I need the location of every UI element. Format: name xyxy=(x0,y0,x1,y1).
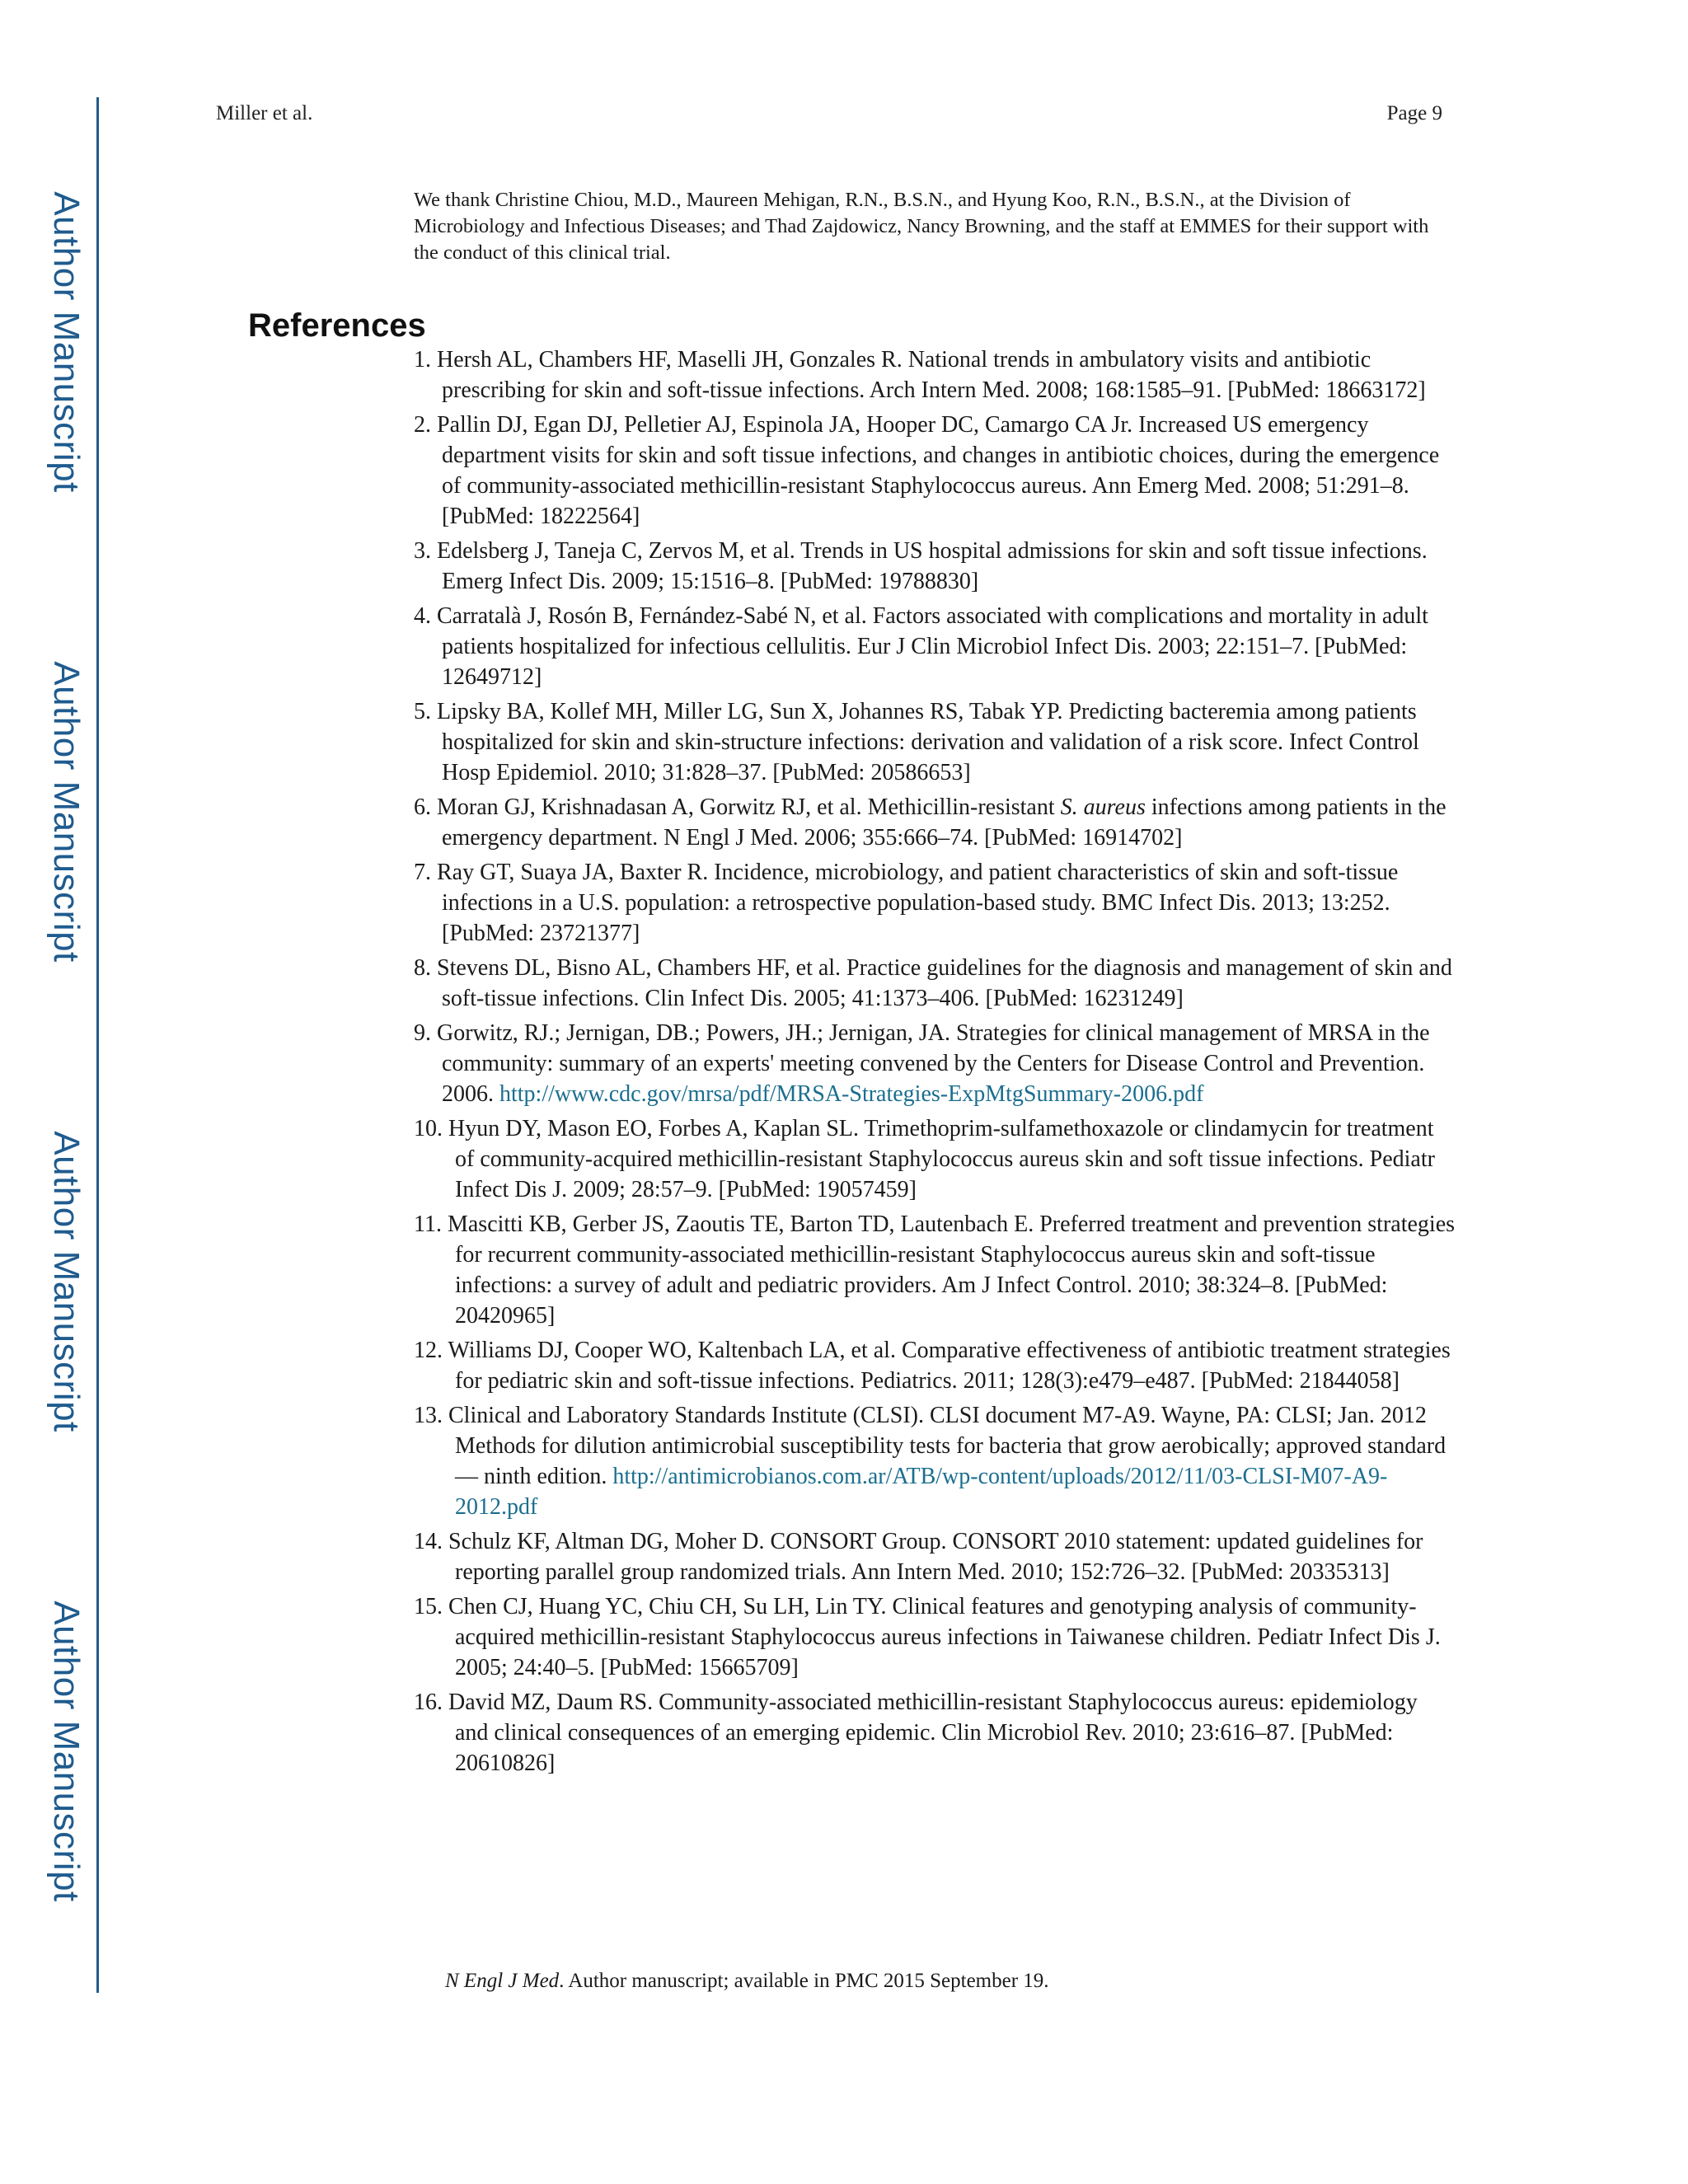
reference-item xyxy=(414,1526,1456,1587)
references-heading: References xyxy=(248,307,426,344)
reference-text: Hersh AL, Chambers HF, Maselli JH, Gonzales R. National trends in ambulatory visits and antibiotic prescribing for skin and soft-tissue infections. Arch Intern Med. 2008; 168:1585–91. [PubMed: 18663172] xyxy=(437,347,1426,403)
reference-item xyxy=(414,1335,1456,1396)
reference-text: Moran GJ, Krishnadasan A, Gorwitz RJ, et al. Methicillin-resistant xyxy=(437,794,1061,820)
reference-number: 2. xyxy=(414,412,431,438)
reference-link[interactable]: http://www.cdc.gov/mrsa/pdf/MRSA-Strategies-ExpMtgSummary-2006.pdf xyxy=(499,1081,1204,1107)
reference-text: Clinical and Laboratory Standards Institute (CLSI). CLSI document M7-A9. Wayne, PA: CLSI; Jan. 2012 Methods for dilution antimicrobial susceptibility tests for bacteria that grow aerobically; approved standard — ninth edition. xyxy=(448,1403,1447,1489)
reference-text: Stevens DL, Bisno AL, Chambers HF, et al. Practice guidelines for the diagnosis and management of skin and soft-tissue infections. Clin Infect Dis. 2005; 41:1373–406. [PubMed: 16231249] xyxy=(437,955,1452,1011)
reference-number: 1. xyxy=(414,347,431,373)
reference-number: 10. xyxy=(414,1116,443,1141)
reference-number: 5. xyxy=(414,699,431,724)
reference-link[interactable]: http://antimicrobianos.com.ar/ATB/wp-content/uploads/2012/11/03-CLSI-M07-A9-2012.pdf xyxy=(455,1464,1388,1520)
reference-item xyxy=(414,1400,1456,1522)
reference-text: Pallin DJ, Egan DJ, Pelletier AJ, Espinola JA, Hooper DC, Camargo CA Jr. Increased US emergency department visits for skin and soft tissue infections, and changes in antibiotic choices, during the emergence of community-associated methicillin-resistant Staphylococcus aureus. Ann Emerg Med. 2008; 51:291–8. [PubMed: 18222564] xyxy=(437,412,1440,529)
reference-number: 8. xyxy=(414,955,431,981)
reference-text: Ray GT, Suaya JA, Baxter R. Incidence, microbiology, and patient characteristics of skin and soft-tissue infections in a U.S. population: a retrospective population-based study. BMC Infect Dis. 2013; 13:252. [PubMed: 23721377] xyxy=(437,860,1399,946)
reference-item xyxy=(414,536,1456,597)
reference-text: Chen CJ, Huang YC, Chiu CH, Su LH, Lin TY. Clinical features and genotyping analysis of community-acquired methicillin-resistant Staphylococcus aureus infections in Taiwanese children. Pediatr Infect Dis J. 2005; 24:40–5. [PubMed: 15665709] xyxy=(448,1594,1441,1680)
page-footer xyxy=(445,1970,1049,1993)
reference-text: Gorwitz, RJ.; Jernigan, DB.; Powers, JH.; Jernigan, JA. Strategies for clinical management of MRSA in the community: summary of an experts' meeting convened by the Centers for Disease Control and Prevention. 2006. xyxy=(437,1020,1430,1107)
reference-text: Williams DJ, Cooper WO, Kaltenbach LA, et al. Comparative effectiveness of antibiotic treatment strategies for pediatric skin and soft-tissue infections. Pediatrics. 2011; 128(3):e479–e487. [PubMed: 21844058] xyxy=(448,1338,1451,1394)
reference-item xyxy=(414,1687,1456,1779)
reference-text: Mascitti KB, Gerber JS, Zaoutis TE, Barton TD, Lautenbach E. Preferred treatment and prevention strategies for recurrent community-associated methicillin-resistant Staphylococcus aureus skin and soft-tissue infections: a survey of adult and pediatric providers. Am J Infect Control. 2010; 38:324–8. [PubMed: 20420965] xyxy=(447,1212,1456,1329)
reference-item xyxy=(414,344,1456,405)
reference-number: 7. xyxy=(414,860,431,885)
reference-number: 15. xyxy=(414,1594,443,1619)
reference-number: 6. xyxy=(414,794,431,820)
running-head-authors: Miller et al. xyxy=(216,102,313,124)
reference-number: 3. xyxy=(414,538,431,564)
acknowledgment-paragraph: We thank Christine Chiou, M.D., Maureen Mehigan, R.N., B.S.N., and Hyung Koo, R.N., B.S.N., at the Division of Microbiology and Infectious Diseases; and Thad Zajdowicz, Nancy Browning, and the staff at EMMES for their support with the conduct of this clinical trial. xyxy=(414,188,1429,264)
reference-text: Lipsky BA, Kollef MH, Miller LG, Sun X, Johannes RS, Tabak YP. Predicting bacteremia among patients hospitalized for skin and skin-structure infections: derivation and validation of a risk score. Infect Control Hosp Epidemiol. 2010; 31:828–37. [PubMed: 20586653] xyxy=(437,699,1419,785)
reference-number: 16. xyxy=(414,1690,443,1715)
reference-list xyxy=(414,344,1456,1783)
reference-number: 12. xyxy=(414,1338,443,1363)
reference-text: Hyun DY, Mason EO, Forbes A, Kaplan SL. Trimethoprim-sulfamethoxazole or clindamycin for treatment of community-acquired methicillin-resistant Staphylococcus aureus skin and soft tissue infections. Pediatr Infect Dis J. 2009; 28:57–9. [PubMed: 19057459] xyxy=(448,1116,1435,1202)
reference-text: David MZ, Daum RS. Community-associated methicillin-resistant Staphylococcus aureus: epidemiology and clinical consequences of an emerging epidemic. Clin Microbiol Rev. 2010; 23:616–87. [PubMed: 20610826] xyxy=(448,1690,1418,1776)
reference-item xyxy=(414,1113,1456,1205)
reference-text: Edelsberg J, Taneja C, Zervos M, et al. Trends in US hospital admissions for skin and soft tissue infections. Emerg Infect Dis. 2009; 15:1516–8. [PubMed: 19788830] xyxy=(437,538,1428,594)
reference-number: 4. xyxy=(414,603,431,629)
reference-text: Carratalà J, Rosón B, Fernández-Sabé N, et al. Factors associated with complications and mortality in adult patients hospitalized for infectious cellulitis. Eur J Clin Microbiol Infect Dis. 2003; 22:151–7. [PubMed: 12649712] xyxy=(437,603,1428,690)
reference-text: infections among patients in the emergency department. N Engl J Med. 2006; 355:666–74. [PubMed: 16914702] xyxy=(442,794,1447,851)
reference-item xyxy=(414,1209,1456,1331)
reference-item xyxy=(414,953,1456,1014)
reference-item xyxy=(414,696,1456,788)
reference-item xyxy=(414,1591,1456,1683)
sidebar-divider xyxy=(96,97,99,1993)
reference-number: 13. xyxy=(414,1403,443,1428)
reference-number: 14. xyxy=(414,1529,443,1554)
reference-number: 9. xyxy=(414,1020,431,1046)
running-head-page: Page 9 xyxy=(1386,102,1442,124)
reference-item xyxy=(414,857,1456,949)
reference-number: 11. xyxy=(414,1212,442,1237)
reference-species-italic: S. aureus xyxy=(1060,794,1146,820)
reference-item xyxy=(414,601,1456,692)
reference-text: Schulz KF, Altman DG, Moher D. CONSORT Group. CONSORT 2010 statement: updated guidelines for reporting parallel group randomized trials. Ann Intern Med. 2010; 152:726–32. [PubMed: 20335313] xyxy=(448,1529,1423,1585)
footer-text: . Author manuscript; available in PMC 2015 September 19. xyxy=(559,1970,1049,1992)
reference-item xyxy=(414,792,1456,853)
reference-item xyxy=(414,410,1456,532)
footer-journal: N Engl J Med xyxy=(445,1970,560,1992)
reference-item xyxy=(414,1018,1456,1109)
